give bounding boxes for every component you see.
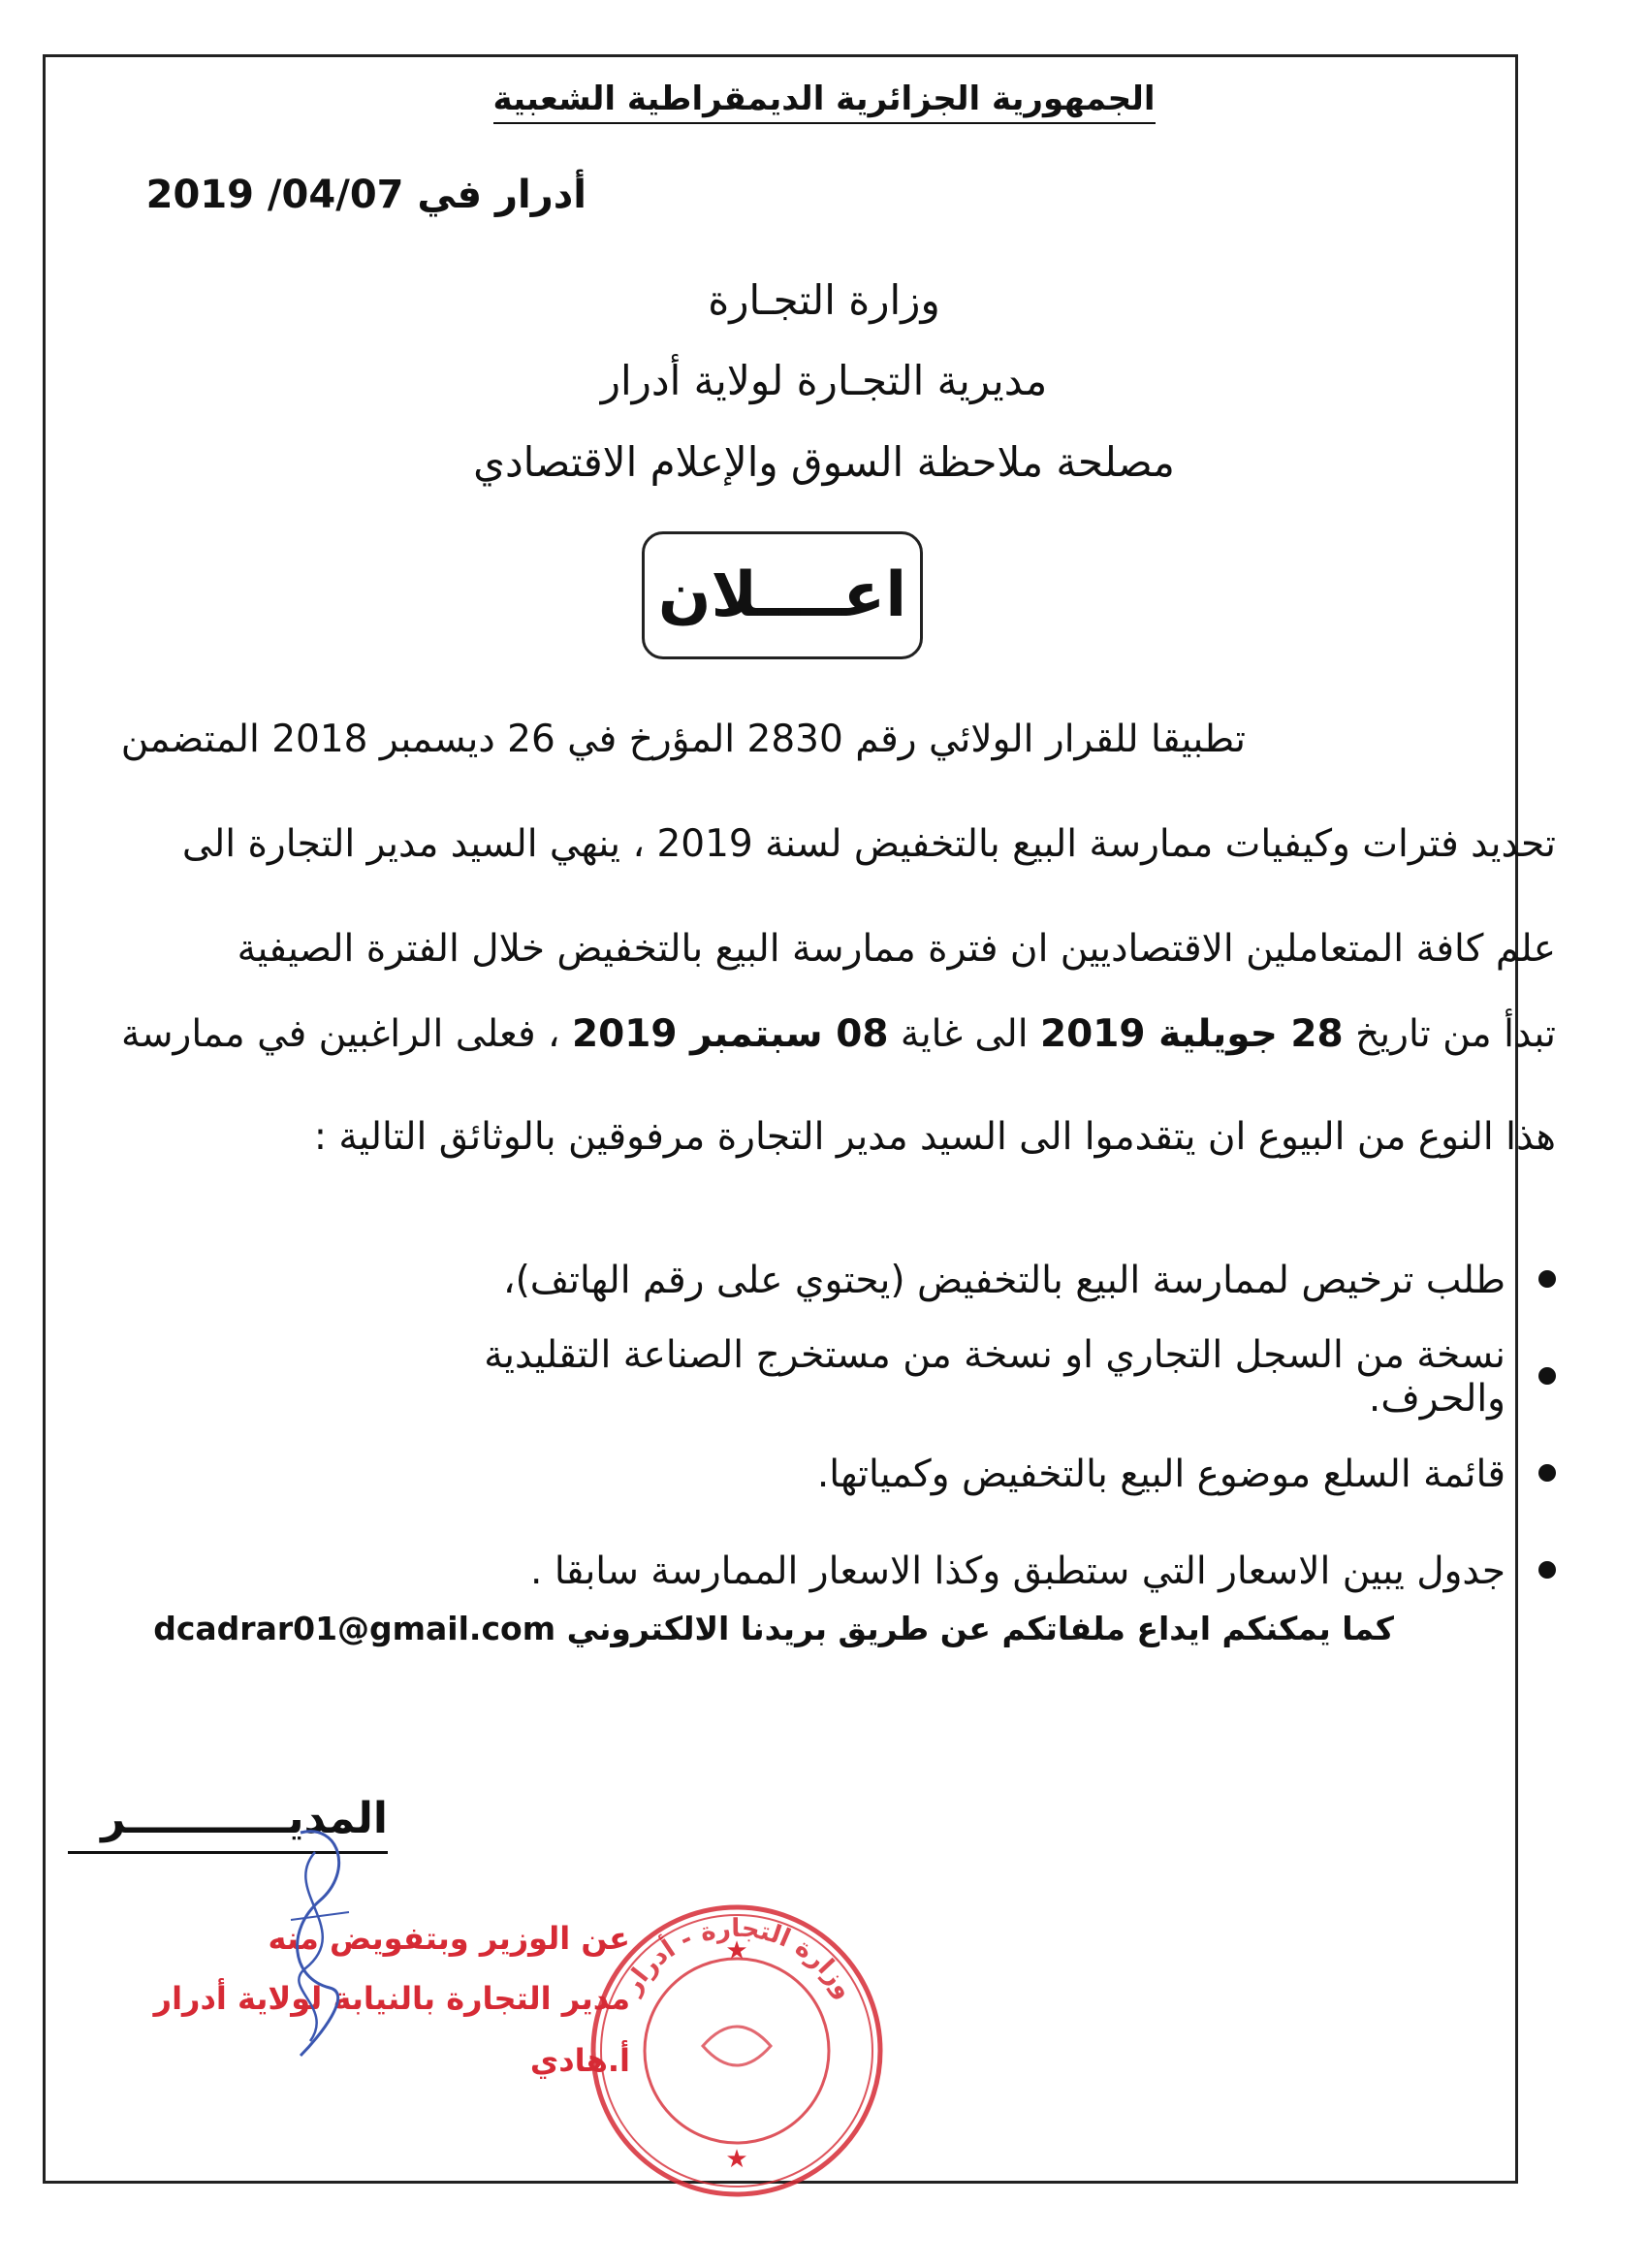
- list-item: طلب ترخيص لممارسة البيع بالتخفيض (يحتوي على رقم الهاتف)،: [344, 1231, 1556, 1328]
- body-line-5: هذا النوع من البيوع ان يتقدموا الى السيد مدير التجارة مرفوقين بالوثائق التالية :: [313, 1115, 1556, 1159]
- bullet-icon: [1538, 1561, 1556, 1579]
- body-line-2: تحديد فترات وكيفيات ممارسة البيع بالتخفيض لسنة 2019 ، ينهي السيد مدير التجارة الى: [181, 822, 1556, 866]
- required-documents-list: [344, 1231, 1556, 1619]
- service-name: مصلحة ملاحظة السوق والإعلام الاقتصادي: [473, 438, 1175, 486]
- stamp-line-2: مدير التجارة بالنيابة لولاية أدرار: [153, 1980, 630, 2017]
- ministry-name: وزارة التجـارة: [708, 276, 940, 324]
- list-item: نسخة من السجل التجاري او نسخة من مستخرج الصناعة التقليدية والحرف.: [344, 1328, 1556, 1425]
- body-line-4-end: ، فعلى الراغبين في ممارسة: [120, 1012, 560, 1056]
- body-line-1: تطبيقا للقرار الولائي رقم 2830 المؤرخ في 26 ديسمبر 2018 المتضمن: [120, 718, 1246, 761]
- email-note-text: كما يمكنكم ايداع ملفاتكم عن طريق بريدنا الالكتروني: [566, 1610, 1394, 1647]
- body-line-4: [121, 1012, 1556, 1056]
- list-item: جدول يبين الاسعار التي ستطبق وكذا الاسعار الممارسة سابقا .: [344, 1522, 1556, 1619]
- director-title: المديـــــــــــر: [68, 1794, 388, 1854]
- republic-header: الجمهورية الجزائرية الديمقراطية الشعبية: [0, 80, 1648, 118]
- svg-text:★: ★: [725, 2145, 748, 2174]
- body-line-4-start: تبدأ من تاريخ: [1355, 1012, 1556, 1056]
- svg-text:★: ★: [725, 1936, 748, 1965]
- start-date: 28 جويلية 2019: [1040, 1012, 1344, 1056]
- bullet-icon: [1538, 1270, 1556, 1288]
- email-note: [153, 1610, 1394, 1647]
- stamp-line-1: عن الوزير وبتفويض منه: [268, 1920, 630, 1957]
- seal-ring-text: وزارة التجارة - أدرار: [617, 1913, 860, 2004]
- date-line: أدرار في 04/07/ 2019: [145, 173, 586, 217]
- bullet-icon: [1538, 1367, 1556, 1385]
- email-address: dcadrar01@gmail.com: [153, 1610, 556, 1647]
- bullet-icon: [1538, 1464, 1556, 1482]
- body-line-3: علم كافة المتعاملين الاقتصاديين ان فترة ممارسة البيع بالتخفيض خلال الفترة الصيفية: [237, 927, 1556, 971]
- directorate-name: مديرية التجـارة لولاية أدرار: [600, 357, 1048, 404]
- end-date: 08 سبتمبر 2019: [572, 1012, 889, 1056]
- handwritten-signature-icon: [262, 1813, 378, 2065]
- body-line-4-mid: الى غاية: [900, 1012, 1029, 1056]
- stamp-line-3: أ.هادي: [529, 2042, 630, 2079]
- announcement-title: اعــــلان: [642, 531, 923, 659]
- round-seal-icon: [586, 1901, 887, 2201]
- list-item: قائمة السلع موضوع البيع بالتخفيض وكمياتها.: [344, 1425, 1556, 1522]
